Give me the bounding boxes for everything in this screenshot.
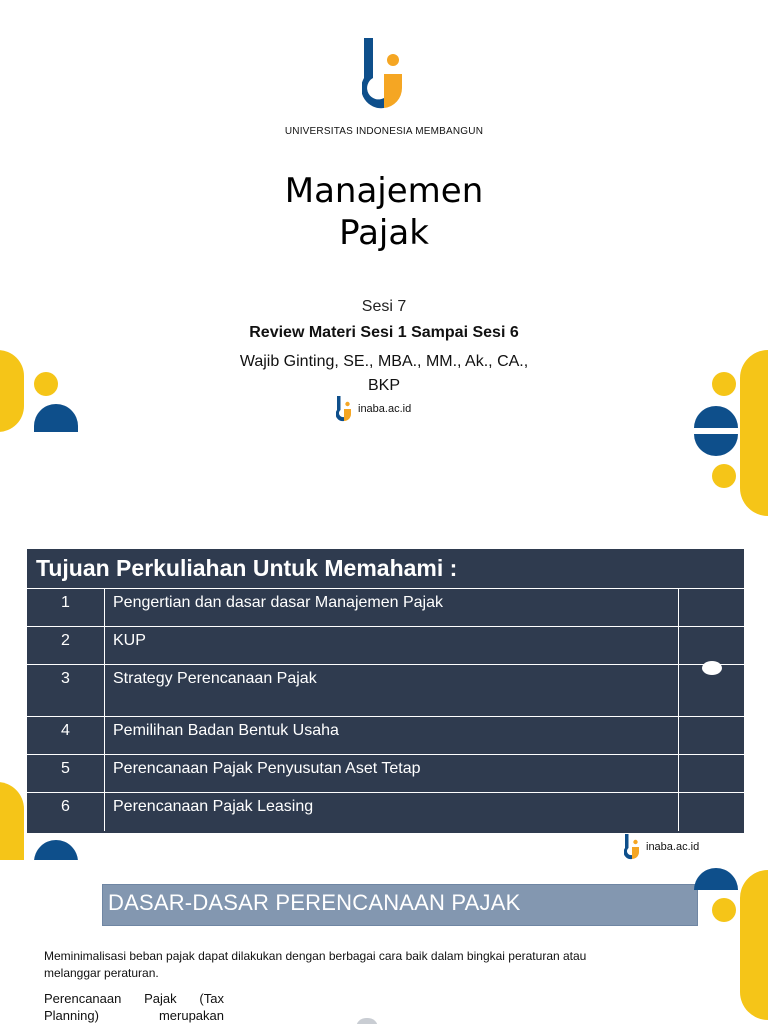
- objectives-table: [27, 549, 744, 833]
- university-name: UNIVERSITAS INDONESIA MEMBANGUN: [284, 126, 484, 137]
- author-name: [0, 350, 768, 398]
- row-number: 5: [27, 755, 105, 792]
- white-dot-decor: [702, 661, 722, 675]
- table-row: [27, 793, 744, 831]
- planning-basics-slide: [0, 860, 768, 1024]
- row-blank-cell: [679, 627, 744, 664]
- tax-planning-paragraph: Perencanaan Pajak (Tax Planning) merupakan: [44, 991, 224, 1023]
- table-row: [27, 665, 744, 717]
- row-number: 1: [27, 589, 105, 626]
- title-line-2: Pajak: [339, 213, 429, 253]
- row-blank-cell: [679, 717, 744, 754]
- author-line-1: Wajib Ginting, SE., MBA., MM., Ak., CA.,: [239, 353, 529, 370]
- decor-yellow-dot-right-bottom: [712, 464, 736, 488]
- table-row: [27, 589, 744, 627]
- decor-blue-half-left: [34, 404, 78, 432]
- row-text: Pemilihan Badan Bentuk Usaha: [105, 717, 679, 754]
- intro-paragraph: Meminimalisasi beban pajak dapat dilakukan dengan berbagai cara baik dalam bingkai peraturan atau melanggar peraturan.: [44, 949, 587, 980]
- row-text: KUP: [105, 627, 679, 664]
- table-row: [27, 717, 744, 755]
- decor-yellow-dot-right-top: [712, 372, 736, 396]
- table-row: [27, 755, 744, 793]
- inaba-small-logo-icon: [624, 834, 640, 860]
- review-subtitle: Review Materi Sesi 1 Sampai Sesi 6: [249, 324, 519, 341]
- slide-title: [0, 170, 768, 254]
- row-text: Pengertian dan dasar dasar Manajemen Pajak: [105, 589, 679, 626]
- inaba-small-logo-icon: [336, 396, 352, 422]
- row-text: Perencanaan Pajak Leasing: [105, 793, 679, 831]
- title-line-1: Manajemen: [284, 171, 484, 211]
- row-number: 3: [27, 665, 105, 716]
- author-line-2: BKP: [367, 377, 400, 394]
- section-banner: [102, 884, 698, 926]
- decor-yellow-pill-left: [0, 782, 24, 860]
- row-number: 6: [27, 793, 105, 831]
- website-text: inaba.ac.id: [646, 841, 700, 853]
- row-number: 2: [27, 627, 105, 664]
- session-label: Sesi 7: [361, 298, 407, 315]
- decor-blue-half-right: [694, 868, 738, 890]
- table-header: Tujuan Perkuliahan Untuk Memahami :: [27, 549, 744, 589]
- row-blank-cell: [679, 589, 744, 626]
- table-row: [27, 627, 744, 665]
- decor-yellow-pill-right: [740, 350, 768, 516]
- objectives-slide: [0, 520, 768, 860]
- website-brand: [624, 834, 699, 860]
- decor-yellow-dot-left: [34, 372, 58, 396]
- decor-yellow-pill-right: [740, 870, 768, 1020]
- banner-title: DASAR-DASAR PERENCANAAN PAJAK: [108, 890, 521, 915]
- decor-blue-half-right-top: [694, 406, 738, 428]
- decor-blue-half-left: [34, 840, 78, 860]
- decor-yellow-pill-left: [0, 350, 24, 432]
- decor-blue-half-right-bottom: [694, 434, 738, 456]
- row-blank-cell: [679, 755, 744, 792]
- row-blank-cell: [679, 793, 744, 831]
- row-text: Strategy Perencanaan Pajak: [105, 665, 679, 716]
- website-text: inaba.ac.id: [358, 403, 412, 415]
- row-number: 4: [27, 717, 105, 754]
- website-brand: [336, 396, 411, 422]
- decor-yellow-dot-right: [712, 898, 736, 922]
- row-text: Perencanaan Pajak Penyusutan Aset Tetap: [105, 755, 679, 792]
- decor-grey-arc: [356, 1018, 378, 1024]
- inaba-logo-icon: [362, 38, 406, 112]
